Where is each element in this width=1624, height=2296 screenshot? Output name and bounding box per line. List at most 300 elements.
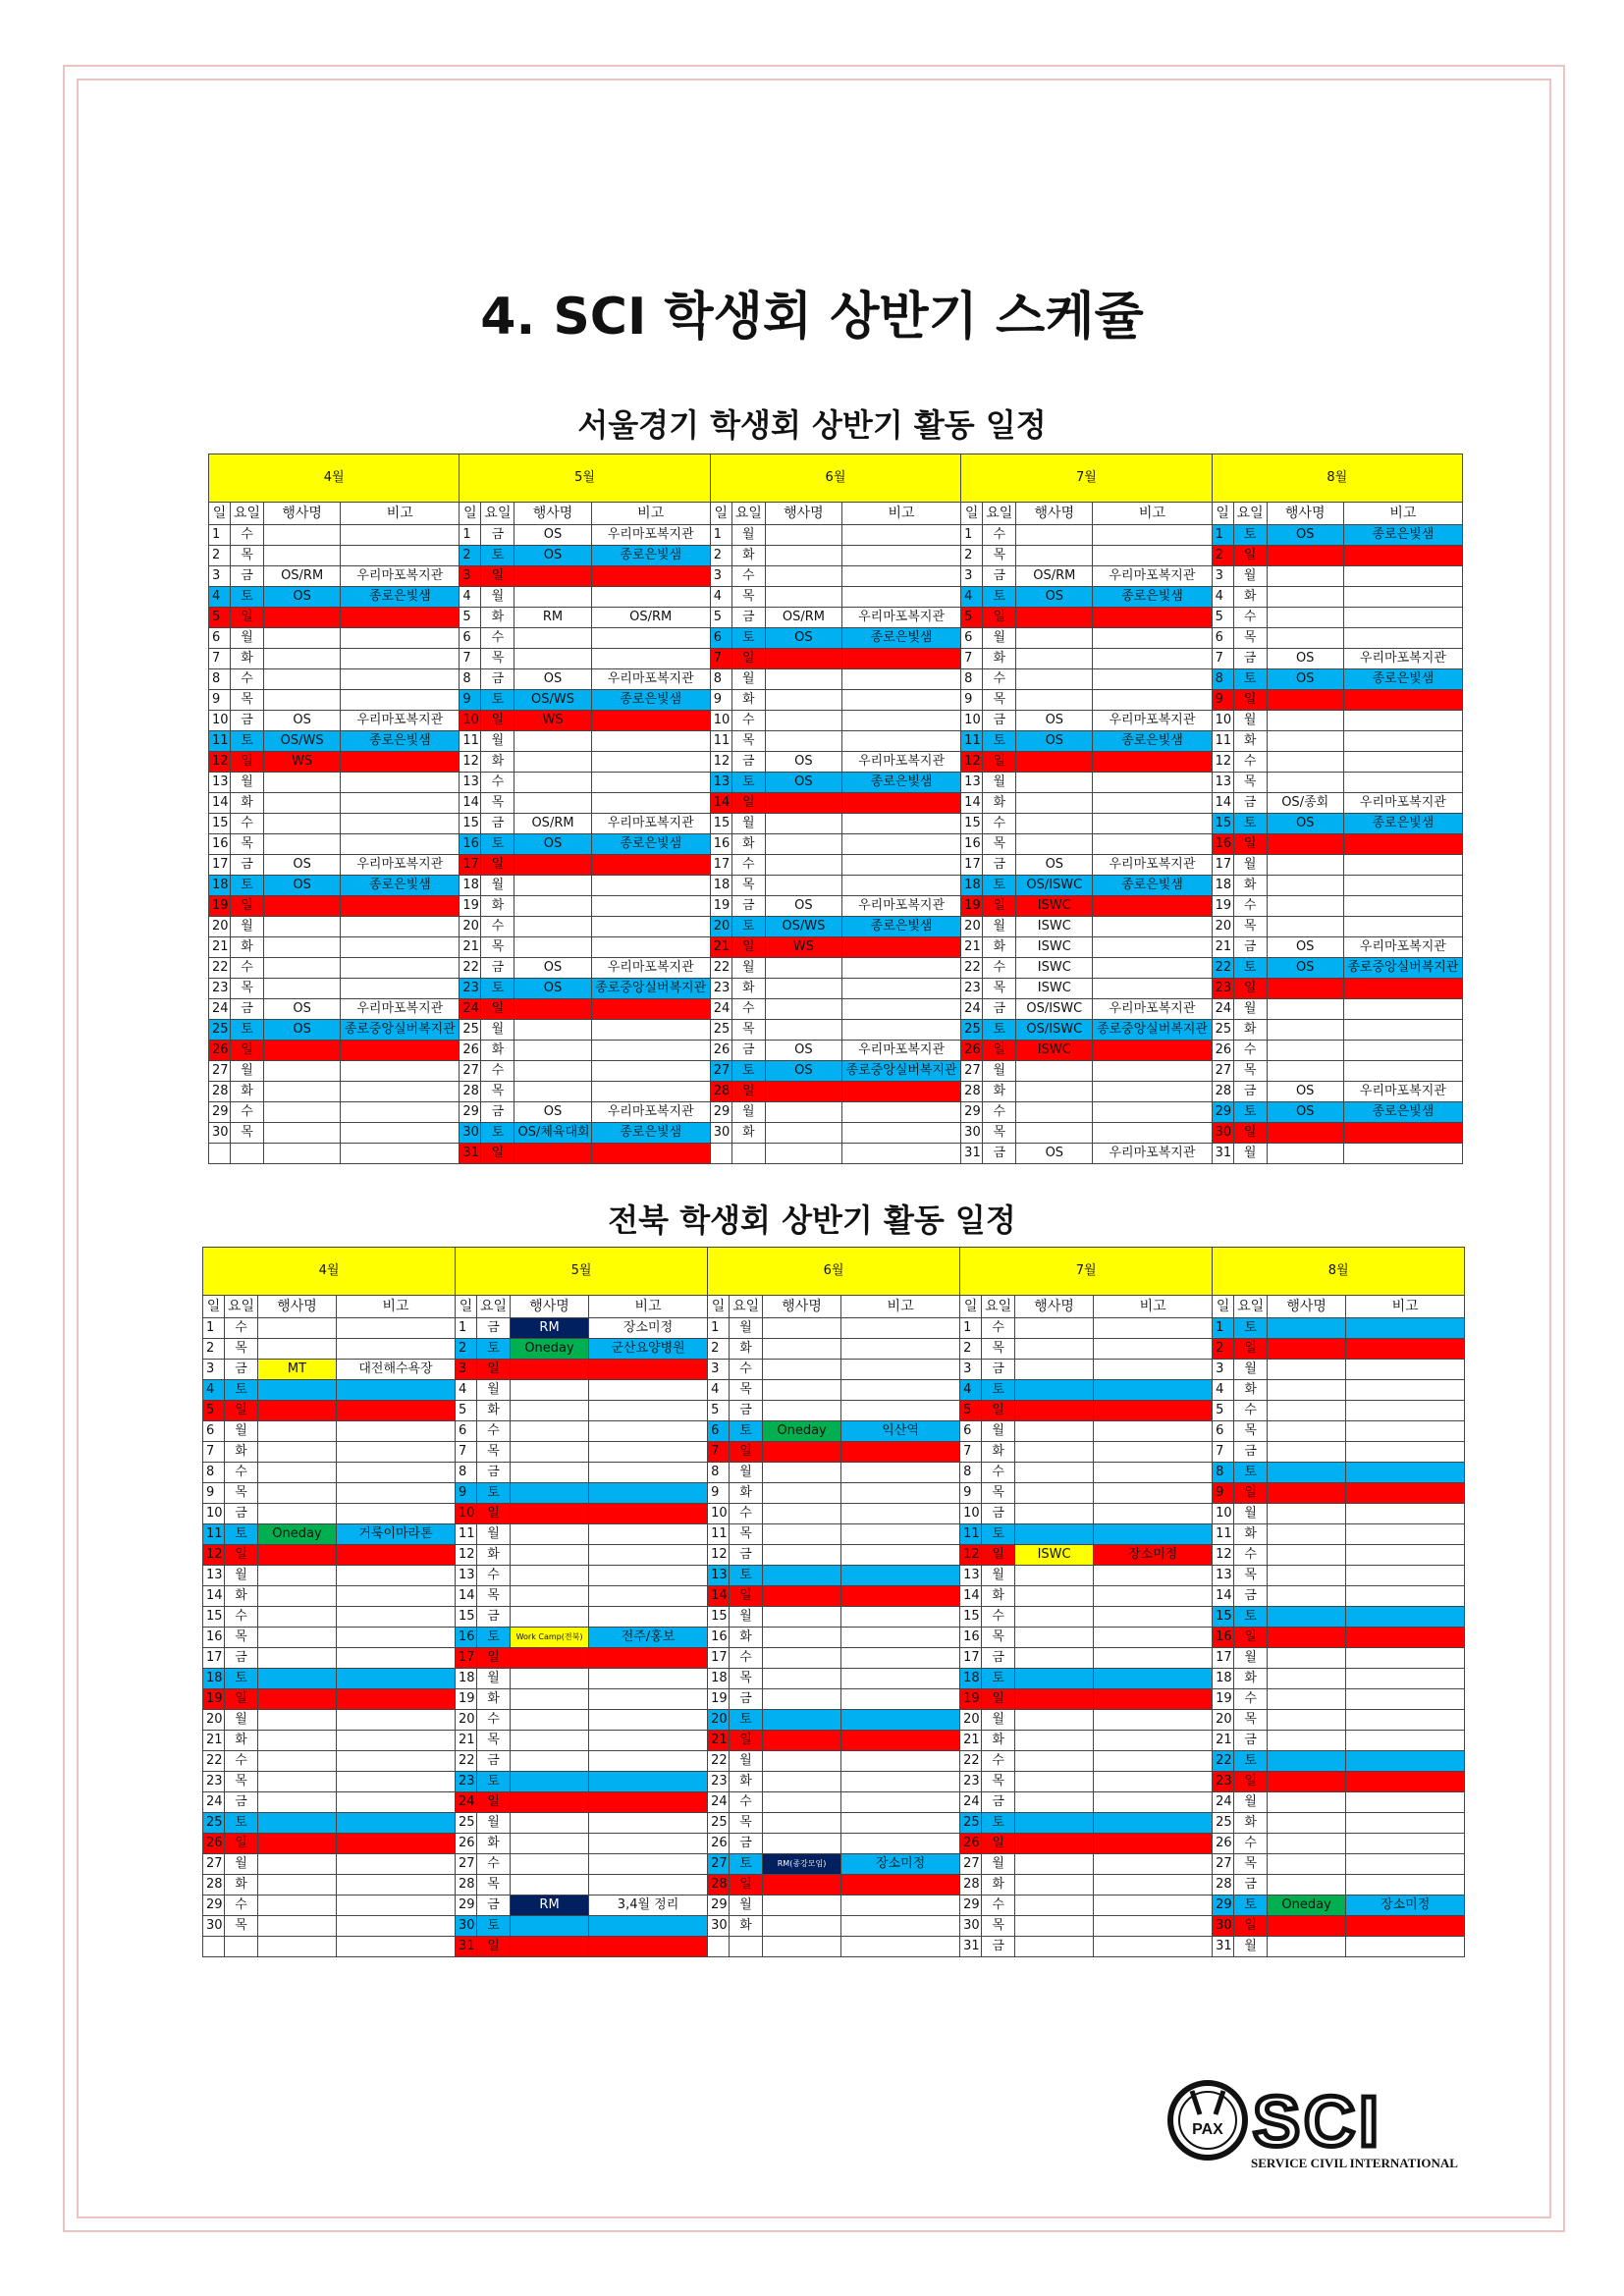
- day-cell: 2: [209, 546, 231, 566]
- event-cell: [514, 752, 591, 773]
- day-cell: 19: [1213, 1689, 1234, 1710]
- day-cell: 3: [710, 566, 731, 587]
- weekday-cell: 목: [1234, 1854, 1268, 1875]
- note-cell: 우리마포복지관: [591, 958, 710, 979]
- weekday-cell: 월: [1234, 1937, 1268, 1957]
- note-cell: [1093, 649, 1212, 669]
- seoul-schedule-table: [208, 454, 1463, 1164]
- note-cell: [1094, 1875, 1213, 1896]
- day-cell: 27: [1212, 1061, 1233, 1082]
- table-row: [209, 876, 1463, 896]
- day-cell: 30: [209, 1123, 231, 1144]
- note-cell: [1094, 1463, 1213, 1483]
- day-cell: 3: [961, 566, 983, 587]
- note-cell: [1094, 1772, 1213, 1792]
- event-cell: [258, 1545, 337, 1566]
- weekday-cell: 목: [231, 546, 264, 566]
- day-cell: 15: [456, 1607, 477, 1628]
- weekday-cell: 수: [1233, 896, 1267, 917]
- weekday-cell: 목: [1234, 1566, 1268, 1586]
- note-cell: 우리마포복지관: [841, 1041, 960, 1061]
- event-cell: [763, 1442, 841, 1463]
- note-cell: [841, 1648, 960, 1669]
- weekday-cell: 화: [481, 608, 514, 628]
- day-cell: 3: [209, 566, 231, 587]
- day-cell: 7: [1213, 1442, 1234, 1463]
- weekday-cell: 화: [731, 834, 765, 855]
- weekday-cell: 수: [982, 1896, 1015, 1916]
- event-cell: [258, 1648, 337, 1669]
- table-row: [203, 1896, 1465, 1916]
- event-cell: [264, 937, 341, 958]
- note-cell: [341, 628, 460, 649]
- event-cell: [1015, 1772, 1094, 1792]
- day-cell: 11: [209, 731, 231, 752]
- day-cell: 13: [460, 773, 481, 793]
- day-cell: 14: [460, 793, 481, 814]
- column-header-weekday: 요일: [225, 1296, 258, 1318]
- day-cell: 20: [1212, 917, 1233, 937]
- note-cell: [341, 917, 460, 937]
- event-cell: [763, 1648, 841, 1669]
- event-cell: [1267, 711, 1343, 731]
- note-cell: 군산요양병원: [589, 1339, 708, 1360]
- note-cell: [337, 1916, 456, 1937]
- event-cell: [1268, 1669, 1346, 1689]
- day-cell: 2: [960, 1339, 982, 1360]
- table-row: [203, 1545, 1465, 1566]
- weekday-cell: 토: [1233, 525, 1267, 546]
- day-cell: 12: [961, 752, 983, 773]
- day-cell: 26: [209, 1041, 231, 1061]
- table-row: [203, 1731, 1465, 1751]
- weekday-cell: 토: [225, 1380, 258, 1401]
- event-cell: [1267, 731, 1343, 752]
- table-row: [209, 979, 1463, 999]
- note-cell: [589, 1792, 708, 1813]
- weekday-cell: 일: [231, 608, 264, 628]
- note-cell: [591, 917, 710, 937]
- note-cell: [1093, 1041, 1212, 1061]
- event-cell: ISWC: [1016, 979, 1093, 999]
- weekday-cell: 일: [1233, 1123, 1267, 1144]
- day-cell: 15: [708, 1607, 730, 1628]
- day-cell: 19: [456, 1689, 477, 1710]
- note-cell: [1346, 1421, 1465, 1442]
- weekday-cell: 월: [982, 1710, 1015, 1731]
- note-cell: [591, 937, 710, 958]
- day-cell: 7: [961, 649, 983, 669]
- day-cell: 22: [460, 958, 481, 979]
- note-cell: [337, 1648, 456, 1669]
- weekday-cell: 수: [231, 1102, 264, 1123]
- note-cell: [589, 1731, 708, 1751]
- event-cell: [1015, 1524, 1094, 1545]
- event-cell: [1268, 1751, 1346, 1772]
- weekday-cell: 일: [1233, 979, 1267, 999]
- day-cell: 11: [460, 731, 481, 752]
- note-cell: [337, 1772, 456, 1792]
- day-cell: 11: [203, 1524, 225, 1545]
- note-cell: [1343, 855, 1462, 876]
- note-cell: [337, 1628, 456, 1648]
- note-cell: [1094, 1360, 1213, 1380]
- weekday-cell: 수: [730, 1792, 763, 1813]
- event-cell: OS: [765, 752, 841, 773]
- column-header-note: 비고: [591, 503, 710, 525]
- weekday-cell: 목: [481, 649, 514, 669]
- table-row: [209, 1082, 1463, 1102]
- event-cell: [258, 1566, 337, 1586]
- event-cell: [763, 1628, 841, 1648]
- weekday-cell: 월: [1234, 1504, 1268, 1524]
- weekday-cell: 화: [730, 1772, 763, 1792]
- weekday-cell: 목: [231, 1123, 264, 1144]
- event-cell: [1267, 587, 1343, 608]
- weekday-cell: 화: [731, 546, 765, 566]
- note-cell: 우리마포복지관: [841, 896, 960, 917]
- column-header-event: 행사명: [763, 1296, 841, 1318]
- day-cell: 24: [456, 1792, 477, 1813]
- event-cell: [1268, 1504, 1346, 1524]
- note-cell: [1343, 773, 1462, 793]
- event-cell: OS: [264, 855, 341, 876]
- note-cell: [1094, 1731, 1213, 1751]
- column-header-day: 일: [960, 1296, 982, 1318]
- weekday-cell: 목: [982, 1483, 1015, 1504]
- weekday-cell: 수: [231, 814, 264, 834]
- weekday-cell: 월: [731, 669, 765, 690]
- event-cell: [514, 937, 591, 958]
- note-cell: [1094, 1710, 1213, 1731]
- note-cell: [1093, 628, 1212, 649]
- weekday-cell: 금: [481, 1102, 514, 1123]
- day-cell: 3: [456, 1360, 477, 1380]
- weekday-cell: 월: [730, 1751, 763, 1772]
- note-cell: [337, 1731, 456, 1751]
- column-header-day: 일: [1213, 1296, 1234, 1318]
- day-cell: 2: [961, 546, 983, 566]
- column-header-day: 일: [209, 503, 231, 525]
- note-cell: [1094, 1854, 1213, 1875]
- event-cell: [1267, 1020, 1343, 1041]
- event-cell: [1268, 1607, 1346, 1628]
- weekday-cell: 일: [731, 937, 765, 958]
- day-cell: 29: [961, 1102, 983, 1123]
- event-cell: [264, 1102, 341, 1123]
- event-cell: [264, 793, 341, 814]
- note-cell: [1094, 1834, 1213, 1854]
- day-cell: 17: [960, 1648, 982, 1669]
- note-cell: [589, 1916, 708, 1937]
- note-cell: [1093, 917, 1212, 937]
- jeonbuk-subtitle: 전북 학생회 상반기 활동 일정: [608, 1201, 1016, 1239]
- note-cell: [1093, 1123, 1212, 1144]
- event-cell: [514, 876, 591, 896]
- day-cell: 25: [1212, 1020, 1233, 1041]
- event-cell: [1015, 1916, 1094, 1937]
- weekday-cell: 토: [983, 876, 1016, 896]
- month-header: 7월: [961, 454, 1212, 503]
- table-row: [209, 1123, 1463, 1144]
- event-cell: [514, 793, 591, 814]
- note-cell: [1094, 1607, 1213, 1628]
- note-cell: [1094, 1896, 1213, 1916]
- table-row: [203, 1813, 1465, 1834]
- note-cell: [1343, 979, 1462, 999]
- day-cell: 24: [1213, 1792, 1234, 1813]
- weekday-cell: 월: [731, 1102, 765, 1123]
- page-title: 4. SCI 학생회 상반기 스케쥴: [480, 288, 1144, 347]
- event-cell: WS: [264, 752, 341, 773]
- day-cell: 31: [1213, 1937, 1234, 1957]
- note-cell: [841, 649, 960, 669]
- weekday-cell: 월: [477, 1813, 511, 1834]
- note-cell: [1343, 731, 1462, 752]
- table-row: [203, 1854, 1465, 1875]
- note-cell: [1094, 1483, 1213, 1504]
- weekday-cell: 일: [481, 1144, 514, 1164]
- note-cell: [341, 608, 460, 628]
- weekday-cell: 목: [477, 1586, 511, 1607]
- event-cell: [264, 525, 341, 546]
- month-header: 6월: [708, 1248, 960, 1296]
- event-cell: [511, 1710, 589, 1731]
- day-cell: 2: [460, 546, 481, 566]
- day-cell: 12: [708, 1545, 730, 1566]
- empty-cell: [763, 1937, 841, 1957]
- note-cell: [341, 1061, 460, 1082]
- event-cell: [1015, 1731, 1094, 1751]
- note-cell: 장소미정: [1094, 1545, 1213, 1566]
- day-cell: 19: [203, 1689, 225, 1710]
- day-cell: 23: [710, 979, 731, 999]
- weekday-cell: 화: [477, 1689, 511, 1710]
- weekday-cell: 수: [225, 1751, 258, 1772]
- day-cell: 15: [460, 814, 481, 834]
- event-cell: [1268, 1545, 1346, 1566]
- note-cell: [1346, 1339, 1465, 1360]
- event-cell: [1268, 1360, 1346, 1380]
- note-cell: [841, 731, 960, 752]
- event-cell: [1268, 1710, 1346, 1731]
- weekday-cell: 목: [730, 1669, 763, 1689]
- day-cell: 21: [710, 937, 731, 958]
- table-row: [203, 1380, 1465, 1401]
- column-header-note: 비고: [841, 1296, 960, 1318]
- note-cell: [1093, 1061, 1212, 1082]
- month-header: 8월: [1212, 454, 1462, 503]
- weekday-cell: 월: [477, 1380, 511, 1401]
- note-cell: [1094, 1628, 1213, 1648]
- event-cell: [1267, 979, 1343, 999]
- weekday-cell: 수: [481, 628, 514, 649]
- day-cell: 28: [961, 1082, 983, 1102]
- note-cell: [1346, 1586, 1465, 1607]
- event-cell: [258, 1483, 337, 1504]
- weekday-cell: 금: [231, 566, 264, 587]
- weekday-cell: 토: [477, 1916, 511, 1937]
- event-cell: [1267, 1041, 1343, 1061]
- day-cell: 3: [460, 566, 481, 587]
- day-cell: 20: [961, 917, 983, 937]
- note-cell: 종로은빛샘: [341, 876, 460, 896]
- table-row: [203, 1607, 1465, 1628]
- weekday-cell: 월: [983, 917, 1016, 937]
- weekday-cell: 화: [730, 1483, 763, 1504]
- event-cell: [765, 855, 841, 876]
- note-cell: 우리마포복지관: [1093, 1144, 1212, 1164]
- weekday-cell: 금: [1234, 1442, 1268, 1463]
- event-cell: [763, 1380, 841, 1401]
- weekday-cell: 토: [1234, 1607, 1268, 1628]
- note-cell: [589, 1710, 708, 1731]
- day-cell: 7: [456, 1442, 477, 1463]
- day-cell: 22: [209, 958, 231, 979]
- weekday-cell: 수: [1234, 1689, 1268, 1710]
- event-cell: ISWC: [1016, 896, 1093, 917]
- weekday-cell: 토: [1234, 1751, 1268, 1772]
- event-cell: [514, 1020, 591, 1041]
- day-cell: 12: [203, 1545, 225, 1566]
- weekday-cell: 금: [731, 1041, 765, 1061]
- weekday-cell: 금: [477, 1463, 511, 1483]
- weekday-cell: 월: [231, 1061, 264, 1082]
- weekday-cell: 월: [982, 1421, 1015, 1442]
- weekday-cell: 금: [982, 1360, 1015, 1380]
- weekday-cell: 목: [1233, 1061, 1267, 1082]
- event-cell: [765, 690, 841, 711]
- weekday-cell: 금: [1233, 793, 1267, 814]
- weekday-cell: 토: [730, 1710, 763, 1731]
- weekday-cell: 월: [731, 958, 765, 979]
- weekday-cell: 일: [481, 855, 514, 876]
- weekday-cell: 화: [225, 1731, 258, 1751]
- note-cell: [337, 1607, 456, 1628]
- weekday-cell: 월: [983, 628, 1016, 649]
- day-cell: 9: [708, 1483, 730, 1504]
- event-cell: OS: [1016, 1144, 1093, 1164]
- note-cell: [1093, 814, 1212, 834]
- event-cell: [763, 1463, 841, 1483]
- weekday-cell: 일: [481, 566, 514, 587]
- weekday-cell: 월: [477, 1669, 511, 1689]
- note-cell: [1094, 1442, 1213, 1463]
- weekday-cell: 일: [1234, 1483, 1268, 1504]
- day-cell: 26: [710, 1041, 731, 1061]
- weekday-cell: 화: [231, 1082, 264, 1102]
- day-cell: 27: [961, 1061, 983, 1082]
- note-cell: [1343, 566, 1462, 587]
- weekday-cell: 화: [983, 793, 1016, 814]
- event-cell: [1267, 566, 1343, 587]
- day-cell: 1: [456, 1318, 477, 1339]
- event-cell: [511, 1834, 589, 1854]
- note-cell: [1343, 999, 1462, 1020]
- weekday-cell: 화: [231, 937, 264, 958]
- day-cell: 25: [209, 1020, 231, 1041]
- note-cell: [841, 1082, 960, 1102]
- event-cell: [1015, 1710, 1094, 1731]
- event-cell: [514, 731, 591, 752]
- note-cell: [591, 587, 710, 608]
- day-cell: 30: [960, 1916, 982, 1937]
- event-cell: [763, 1339, 841, 1360]
- day-cell: 1: [960, 1318, 982, 1339]
- weekday-cell: 수: [982, 1607, 1015, 1628]
- note-cell: 종로은빛샘: [591, 546, 710, 566]
- event-cell: [1015, 1896, 1094, 1916]
- weekday-cell: 수: [1233, 608, 1267, 628]
- event-cell: OS: [1267, 669, 1343, 690]
- day-cell: 28: [960, 1875, 982, 1896]
- note-cell: [591, 876, 710, 896]
- event-cell: [264, 917, 341, 937]
- empty-cell: [710, 1144, 731, 1164]
- table-row: [209, 958, 1463, 979]
- day-cell: 19: [1212, 896, 1233, 917]
- weekday-cell: 월: [983, 773, 1016, 793]
- event-cell: [258, 1854, 337, 1875]
- event-cell: [1015, 1669, 1094, 1689]
- note-cell: [589, 1689, 708, 1710]
- event-cell: [511, 1731, 589, 1751]
- note-cell: [341, 1123, 460, 1144]
- event-cell: [1015, 1628, 1094, 1648]
- weekday-cell: 토: [1234, 1318, 1268, 1339]
- note-cell: 우리마포복지관: [591, 525, 710, 546]
- day-cell: 26: [460, 1041, 481, 1061]
- note-cell: [589, 1566, 708, 1586]
- table-row: [203, 1524, 1465, 1545]
- note-cell: [341, 979, 460, 999]
- event-cell: [1016, 793, 1093, 814]
- day-cell: 4: [710, 587, 731, 608]
- note-cell: [1093, 669, 1212, 690]
- column-header-event: 행사명: [1015, 1296, 1094, 1318]
- note-cell: 장소미정: [1346, 1896, 1465, 1916]
- day-cell: 20: [710, 917, 731, 937]
- note-cell: [591, 793, 710, 814]
- day-cell: 29: [203, 1896, 225, 1916]
- day-cell: 17: [209, 855, 231, 876]
- day-cell: 15: [203, 1607, 225, 1628]
- note-cell: [591, 711, 710, 731]
- event-cell: [1016, 752, 1093, 773]
- note-cell: [1093, 608, 1212, 628]
- day-cell: 23: [203, 1772, 225, 1792]
- day-cell: 13: [961, 773, 983, 793]
- event-cell: [765, 999, 841, 1020]
- day-cell: 29: [1213, 1896, 1234, 1916]
- weekday-cell: 수: [225, 1463, 258, 1483]
- note-cell: [1346, 1401, 1465, 1421]
- weekday-cell: 월: [983, 1061, 1016, 1082]
- note-cell: [591, 1144, 710, 1164]
- event-cell: [1015, 1483, 1094, 1504]
- day-cell: 9: [203, 1483, 225, 1504]
- event-cell: [1268, 1401, 1346, 1421]
- weekday-cell: 월: [731, 814, 765, 834]
- note-cell: [1343, 711, 1462, 731]
- event-cell: [258, 1504, 337, 1524]
- event-cell: [1268, 1875, 1346, 1896]
- day-cell: 16: [203, 1628, 225, 1648]
- event-cell: [1016, 525, 1093, 546]
- note-cell: [589, 1937, 708, 1957]
- event-cell: [763, 1792, 841, 1813]
- event-cell: [511, 1586, 589, 1607]
